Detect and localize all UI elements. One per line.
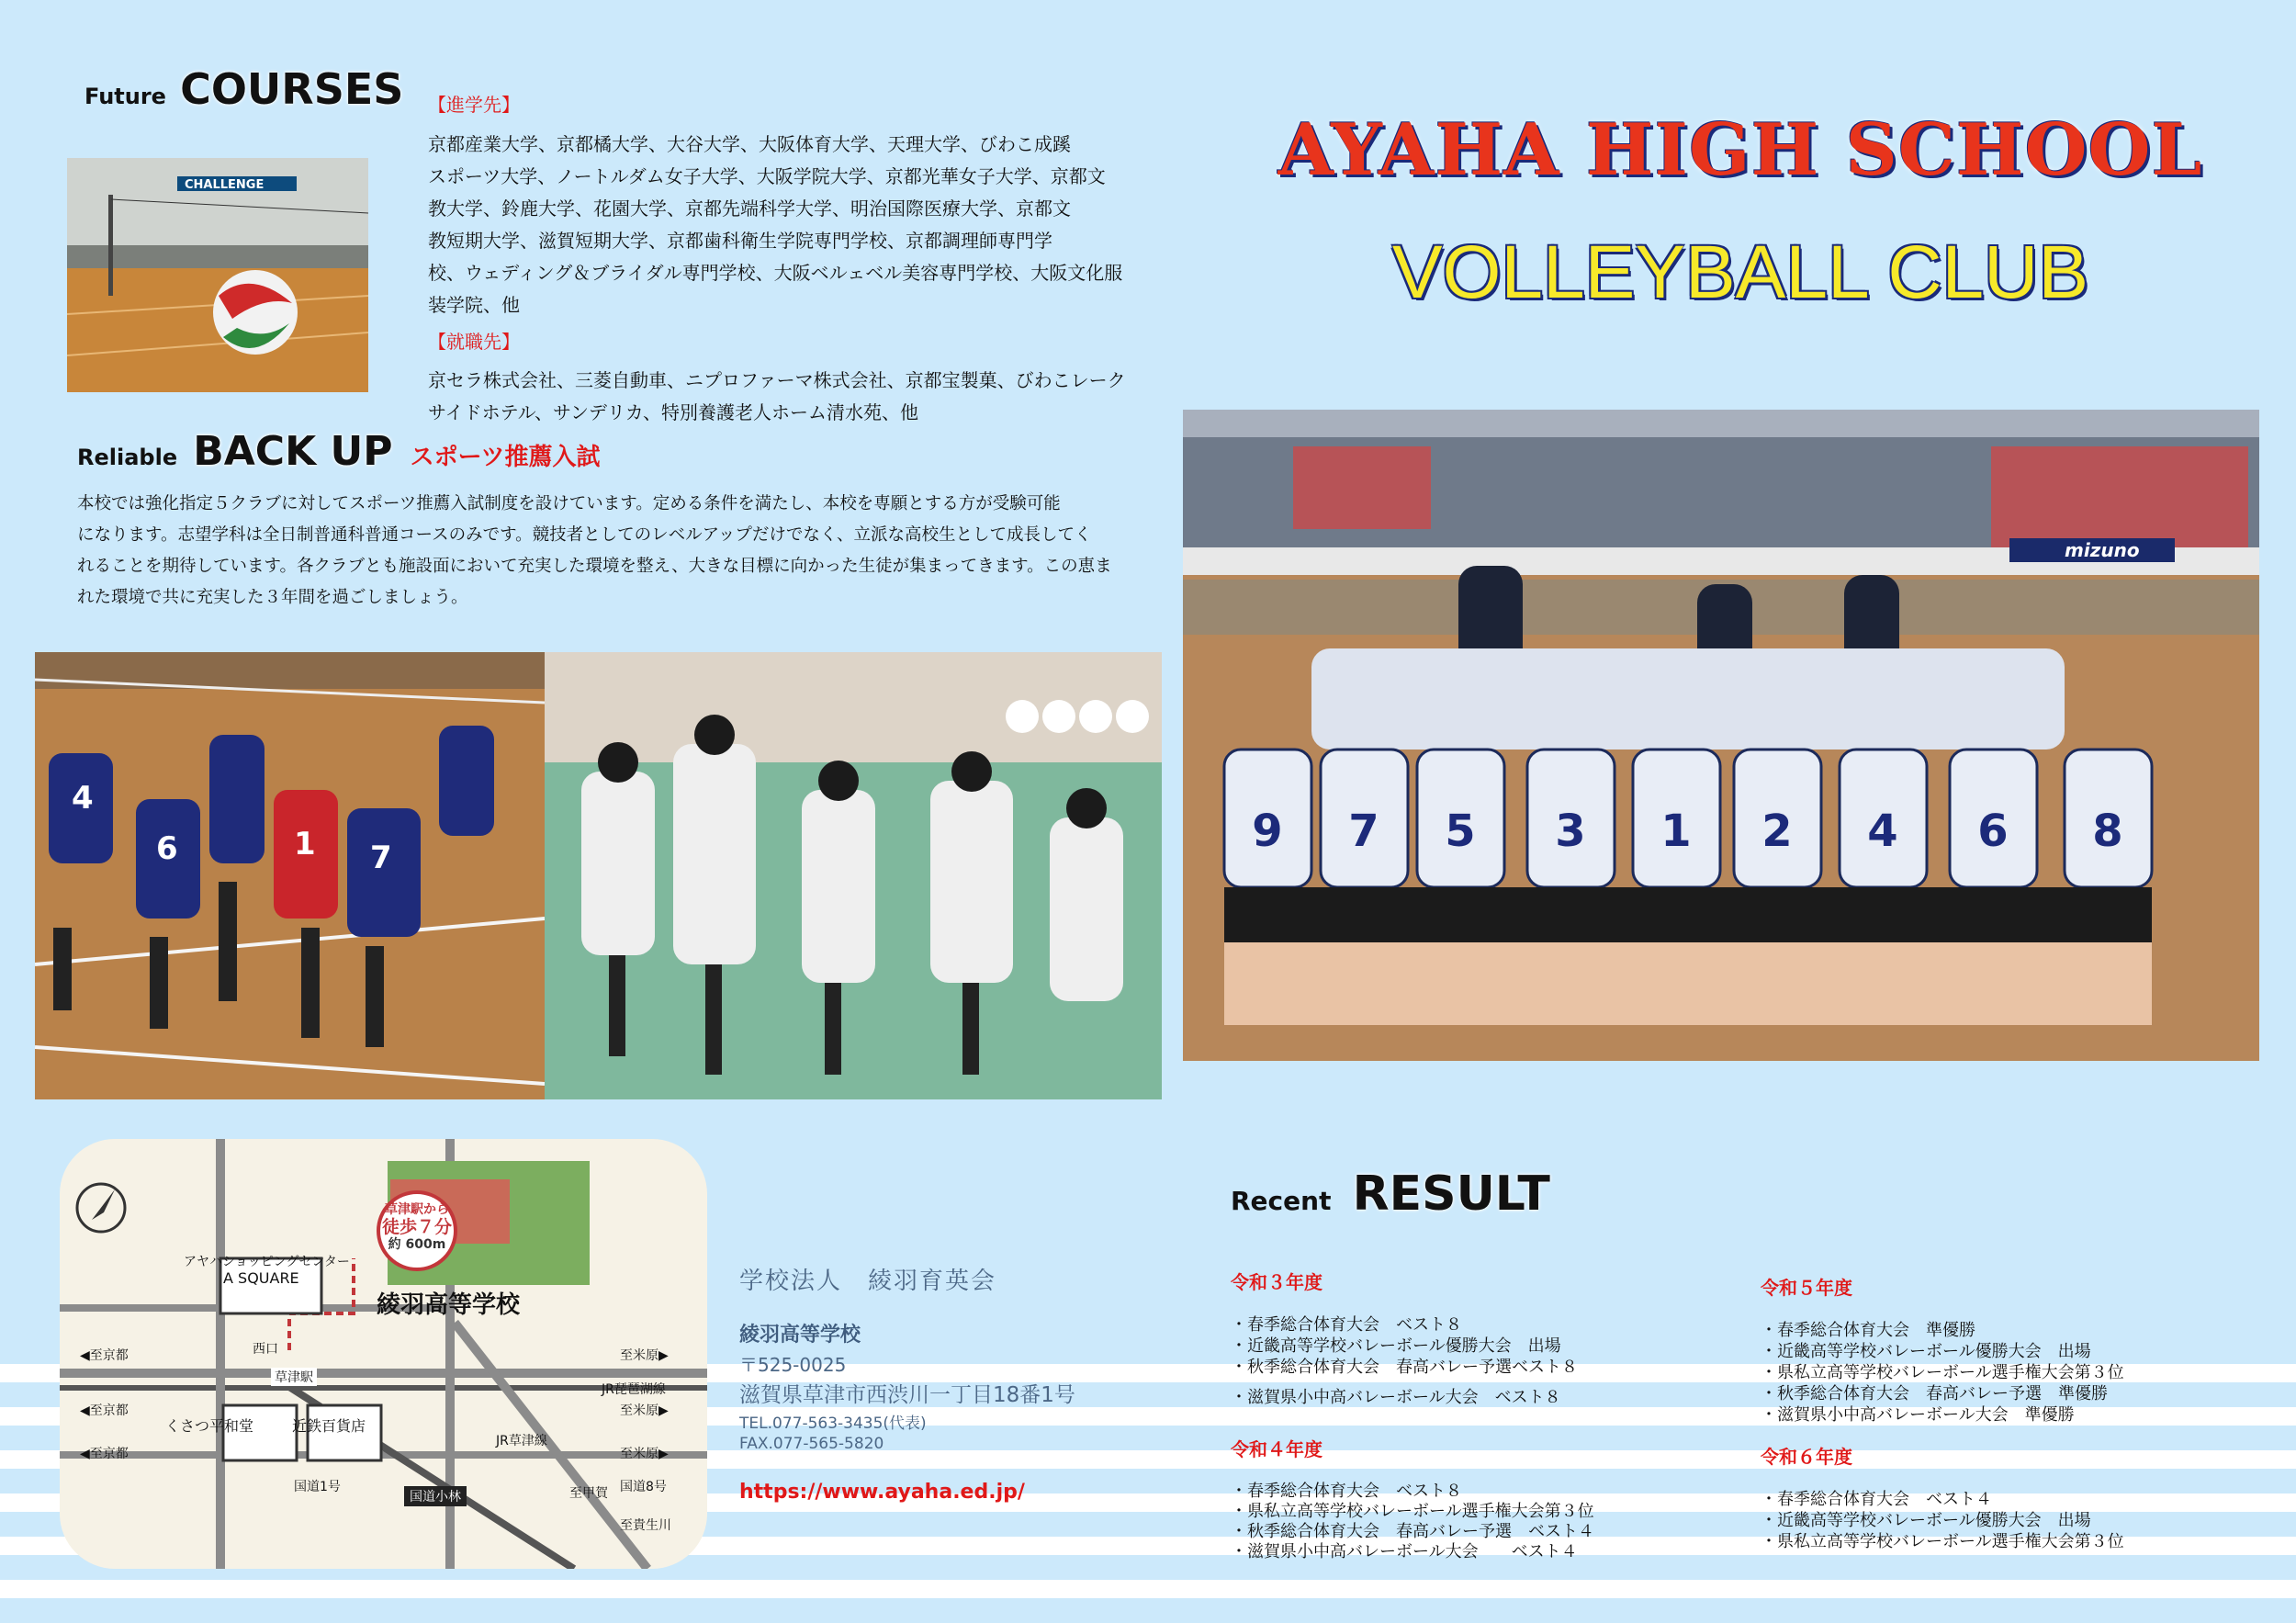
school-fax: FAX.077-565-5820 [739,1435,884,1453]
result-heading-big: RESULT [1352,1167,1550,1222]
nishiguchi-label: 西口 [253,1342,278,1357]
jr-kusatsu-label: JR草津線 [496,1434,547,1448]
sports-admission-label: スポーツ推薦入試 [410,444,601,471]
advance-line: 教短期大学、滋賀短期大学、京都歯科衛生学院専門学校、京都調理師専門学 [428,230,1052,252]
result-item: ・春季総合体育大会 ベスト４ [1761,1490,1992,1509]
jersey-number: 1 [1660,806,1692,857]
school-corp: 学校法人 綾羽育英会 [739,1268,997,1295]
shop-label-1: アヤハショッピングセンター [184,1255,350,1269]
result-year: 令和３年度 [1231,1271,1322,1293]
advance-list [428,129,1122,321]
walk-badge-line: 草津駅から [385,1202,449,1217]
backup-line: れた環境で共に充実した３年間を過ごしましょう。 [77,588,468,607]
heiwado-label: くさつ平和堂 [165,1417,254,1435]
to-maibara-label: 至米原▶ [620,1447,669,1461]
result-item: ・滋賀県小中高バレーボール大会 準優勝 [1761,1405,2075,1425]
school-name: 綾羽高等学校 [739,1324,861,1347]
jersey-number: 4 [1867,806,1898,857]
result-year: 令和４年度 [1231,1438,1322,1460]
to-maibara-label: 至米原▶ [620,1348,669,1363]
to-kyoto-label: ◀至京都 [80,1403,129,1418]
route8-label: 国道8号 [620,1480,667,1494]
match-photo-left [35,652,545,1099]
job-line: サイドホテル、サンデリカ、特別養護老人ホーム清水苑、他 [428,401,918,423]
jersey-number: 2 [1761,806,1793,857]
sponsor-banner: mizuno [2065,539,2140,561]
jersey-number: 4 [72,780,94,817]
result-item: ・春季総合体育大会 準優勝 [1761,1321,1975,1340]
access-map [60,1139,707,1569]
courses-heading [84,64,403,114]
walk-badge-line: 約 600m [388,1237,446,1252]
result-item: ・春季総合体育大会 ベスト８ [1231,1315,1462,1335]
route1-label: 国道1号 [294,1480,341,1494]
advance-heading: 【進学先】 [428,94,520,116]
advance-line: 装学院、他 [428,294,520,316]
photo-banner-text: CHALLENGE [185,178,264,192]
backup-line: になります。志望学科は全日制普通科普通コースのみです。競技者としてのレベルアップだけでなく、立派な高校生として成長してく [77,525,1092,545]
to-kyoto-label: ◀至京都 [80,1447,129,1461]
jersey-number: 7 [370,840,392,876]
jr-biwako-label: JR琵琶湖線 [602,1382,666,1397]
result-year: 令和５年度 [1761,1277,1852,1299]
to-kibukawa-label: 至貴生川 [620,1518,671,1533]
result-item: ・滋賀県小中高バレーボール大会 ベスト８ [1231,1388,1561,1407]
result-item: ・秋季総合体育大会 春高バレー予選 準優勝 [1761,1384,2108,1403]
school-zip: 〒525-0025 [739,1354,847,1376]
result-item: ・近畿高等学校バレーボール優勝大会 出場 [1761,1511,2091,1530]
result-item: ・秋季総合体育大会 春高バレー予選 ベスト４ [1231,1522,1594,1541]
result-heading [1231,1167,1550,1222]
result-item: ・秋季総合体育大会 春高バレー予選ベスト８ [1231,1358,1578,1377]
backup-heading [77,428,601,475]
result-year: 令和６年度 [1761,1446,1852,1468]
backup-line: 本校では強化指定５クラブに対してスポーツ推薦入試制度を設けています。定める条件を満たし、本校を専願とする方が受験可能 [77,494,1061,513]
result-item: ・滋賀県小中高バレーボール大会 ベスト４ [1231,1542,1578,1561]
club-title: VOLLEYBALL CLUB [1391,231,2089,314]
advance-line: 京都産業大学、京都橘大学、大谷大学、大阪体育大学、天理大学、びわこ成蹊 [428,133,1071,155]
result-heading-small: Recent [1231,1186,1332,1216]
advance-line: スポーツ大学、ノートルダム女子大学、大阪学院大学、京都光華女子大学、京都文 [428,165,1106,187]
result-r6 [1761,1442,2124,1552]
jersey-number: 9 [1252,806,1283,857]
jersey-number: 8 [2092,806,2123,857]
team-photo [1183,410,2259,1061]
result-item: ・県私立高等学校バレーボール選手権大会第３位 [1231,1502,1594,1521]
advance-line: 教大学、鈴鹿大学、花園大学、京都先端科学大学、明治国際医療大学、京都文 [428,197,1071,220]
courses-heading-big: COURSES [180,64,404,114]
jersey-number: 1 [294,826,316,862]
advance-line: 校、ウェディング＆ブライダル専門学校、大阪ベルェベル美容専門学校、大阪文化服 [428,262,1123,284]
school-title: AYAHA HIGH SCHOOL [1277,108,2203,192]
school-tel: TEL.077-563-3435(代表) [739,1414,927,1433]
walk-badge-line: 徒歩７分 [381,1217,452,1237]
job-line: 京セラ株式会社、三菱自動車、ニプロファーマ株式会社、京都宝製菓、びわこレーク [428,369,1126,391]
station-label: 草津駅 [271,1368,317,1386]
result-r5 [1761,1273,2124,1426]
result-item: ・県私立高等学校バレーボール選手権大会第３位 [1761,1532,2124,1551]
job-heading: 【就職先】 [428,331,520,353]
result-r4 [1231,1435,1594,1562]
result-item: ・近畿高等学校バレーボール優勝大会 出場 [1231,1336,1561,1356]
job-list [428,365,1126,429]
backup-heading-small: Reliable [77,445,178,470]
jersey-number: 5 [1445,806,1476,857]
koikawa-label: 国道小林 [404,1486,467,1506]
to-ise-label: 至甲賀 [569,1486,608,1501]
bench-photo [545,652,1162,1099]
courses-heading-small: Future [84,84,166,109]
jersey-number: 6 [1977,806,2009,857]
backup-body [77,489,1112,614]
backup-heading-big: BACK UP [193,428,393,475]
jersey-number: 7 [1348,806,1379,857]
kintetsu-label: 近鉄百貨店 [292,1417,366,1435]
school-address: 滋賀県草津市西渋川一丁目18番1号 [739,1383,1075,1407]
jersey-number: 6 [156,830,178,867]
jersey-number: 3 [1555,806,1586,857]
to-kyoto-label: ◀至京都 [80,1348,129,1363]
backup-line: れることを期待しています。各クラブとも施設面において充実した環境を整え、大きな目標に向かった生徒が集まってきます。この恵ま [77,557,1112,576]
shop-label-2: A SQUARE [223,1269,299,1287]
result-item: ・近畿高等学校バレーボール優勝大会 出場 [1761,1342,2091,1361]
school-url-link[interactable]: https://www.ayaha.ed.jp/ [739,1481,1025,1504]
walk-badge [377,1190,457,1271]
result-r3 [1231,1268,1578,1408]
to-maibara-label: 至米原▶ [620,1403,669,1418]
result-item: ・春季総合体育大会 ベスト８ [1231,1482,1462,1501]
result-item: ・県私立高等学校バレーボール選手権大会第３位 [1761,1363,2124,1382]
map-school-label: 綾羽高等学校 [377,1291,521,1319]
gym-ball-photo [67,158,368,392]
